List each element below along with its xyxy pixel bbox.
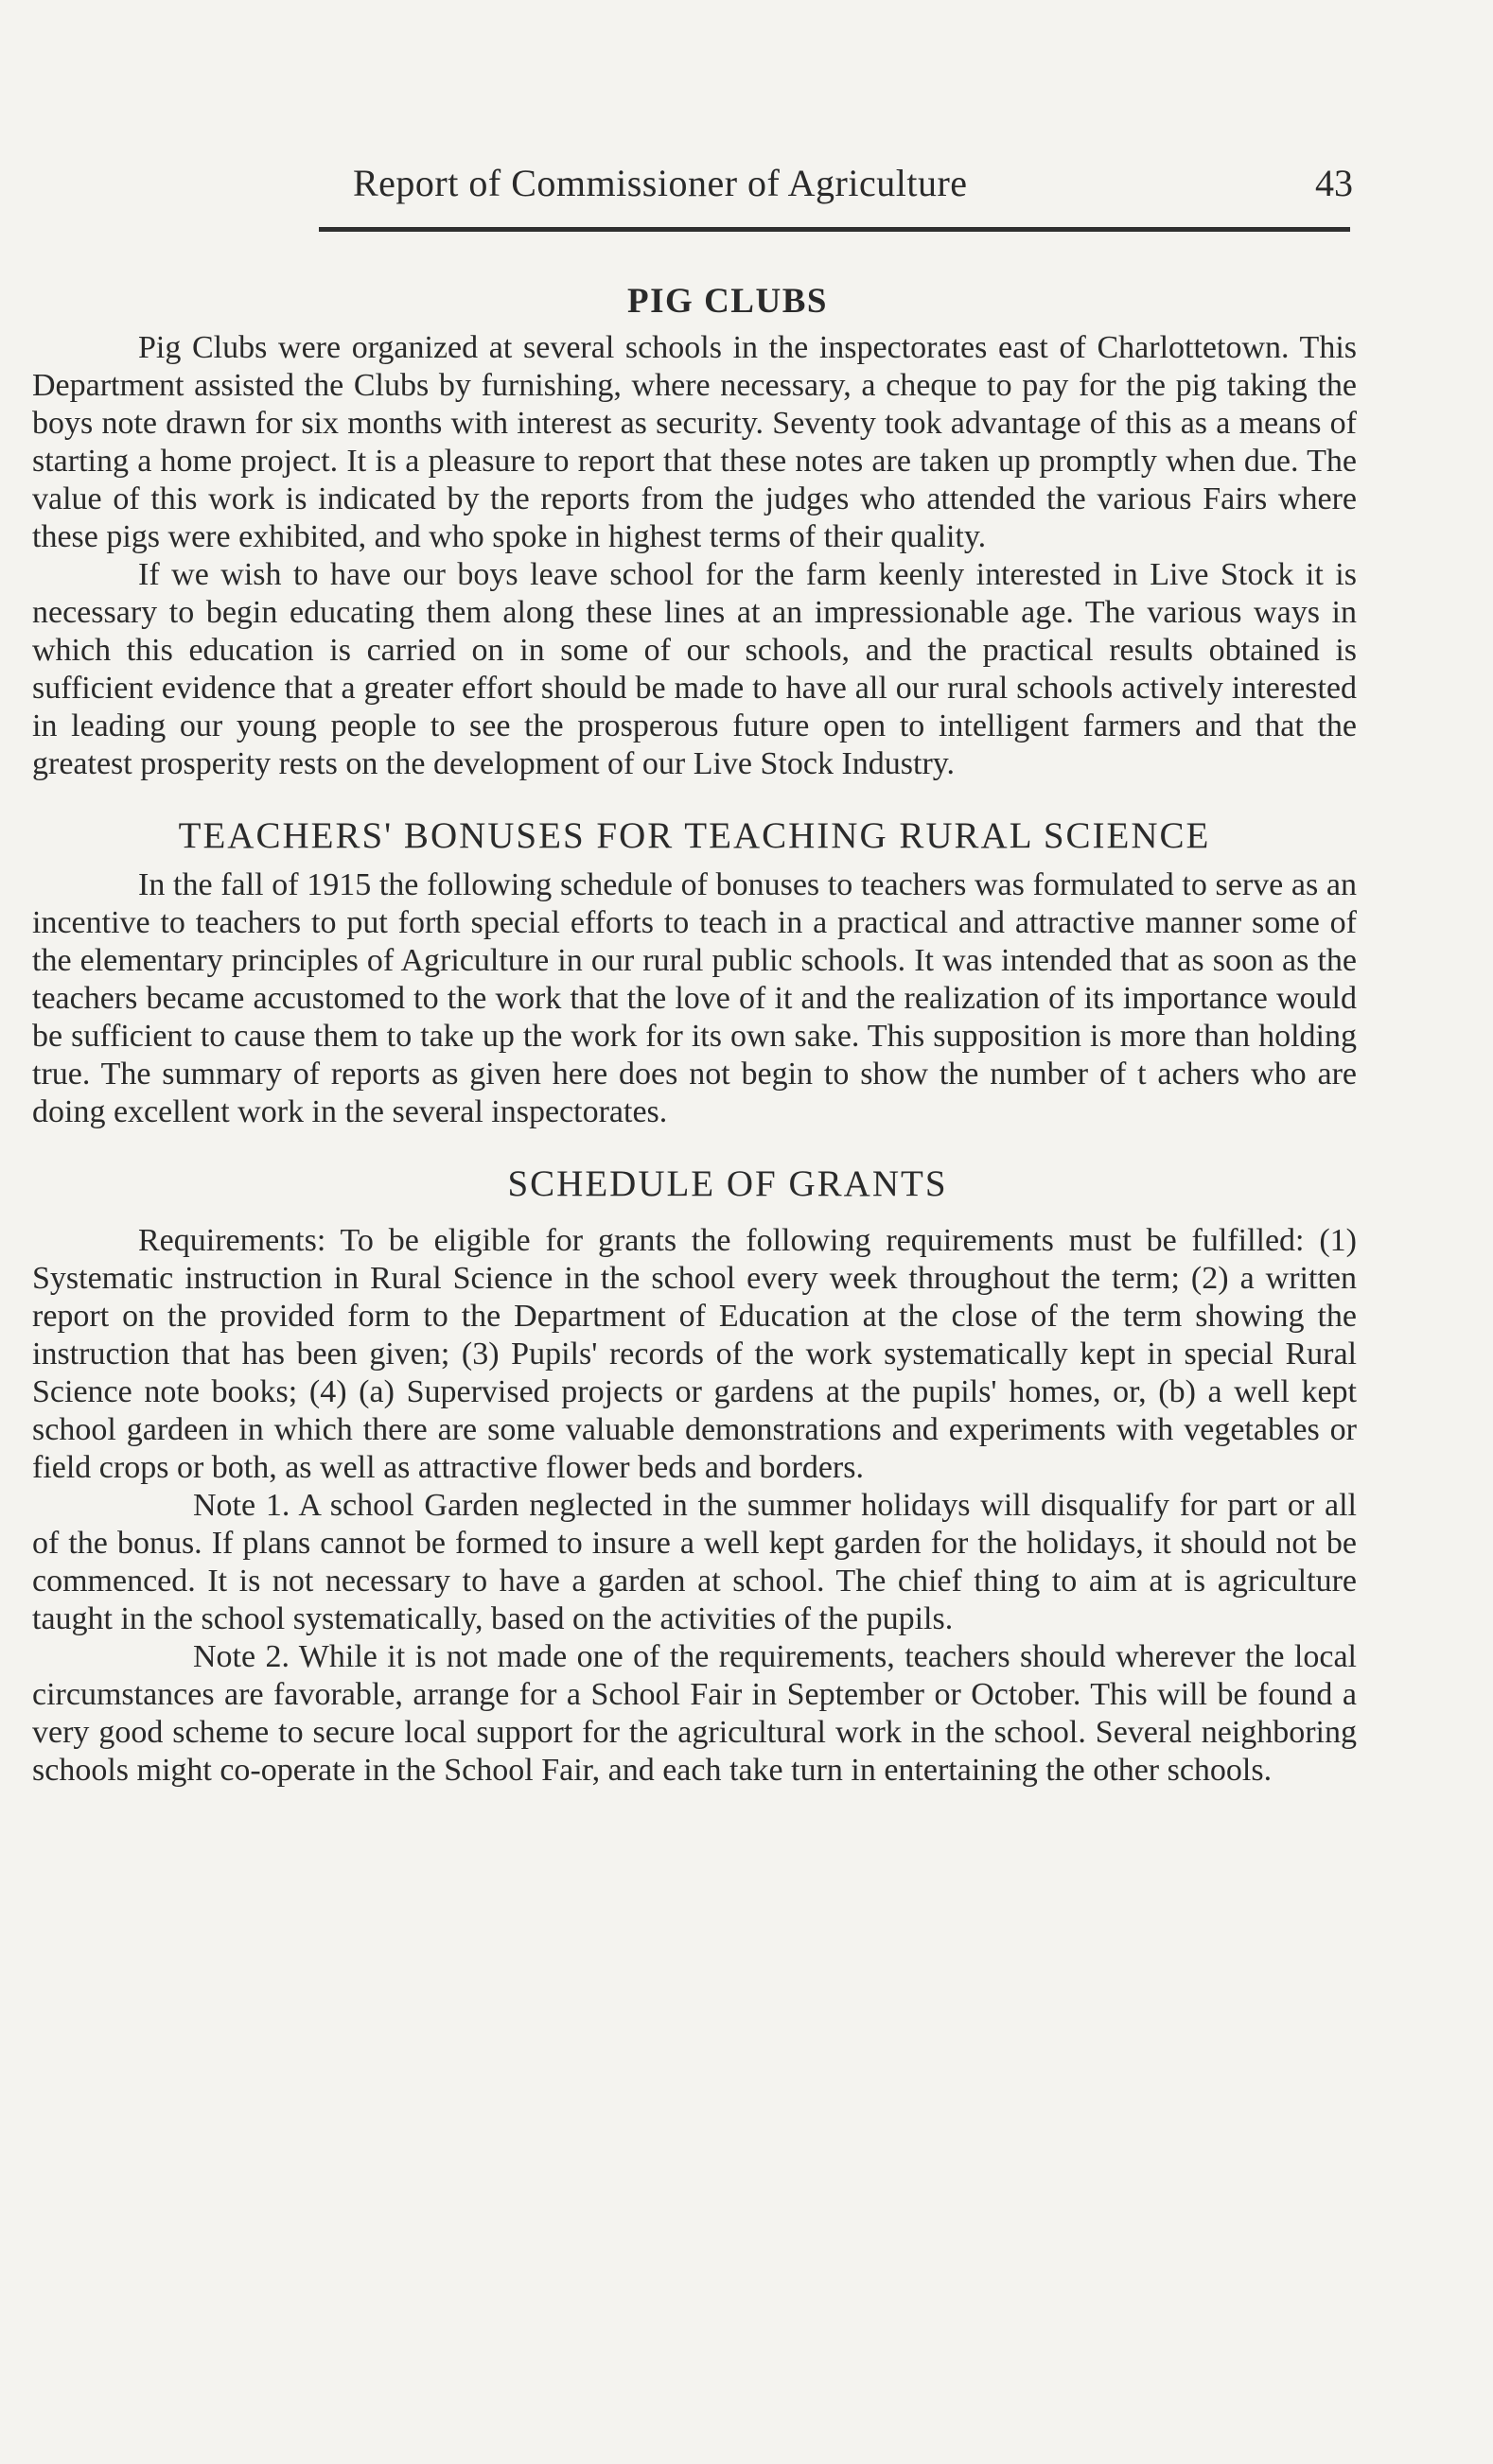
running-head <box>336 161 1358 218</box>
running-title: Report of Commissioner of Agriculture <box>353 162 968 204</box>
page-body <box>32 270 1357 1790</box>
note-2-paragraph: Note 2. While it is not made one of the requirements, teachers should wherever the local circumstances are favorable, arrange for a School Fair in September or October. This will be found a very good scheme to secure local support for the agricultural work in the school. Several neighboring schools might co-operate in the School Fair, and each take turn in entertaining the other schools. <box>32 1639 1357 1788</box>
pig-clubs-paragraph-2: If we wish to have our boys leave school for the farm keenly interested in Live Stock it is necessary to begin educating them along these lines at an impressionable age. The various ways in which this education is carried on in some of our schools, and the practical results obtained is sufficient evidence that a greater effort should be made to have all our rural schools actively interested in leading our young people to see the prosperous future open to intelligent farmers and that the greatest prosperity rests on the development of our Live Stock Industry. <box>32 557 1357 781</box>
pig-clubs-paragraph-1: Pig Clubs were organized at several schools in the inspectorates east of Charlottetown. This Department assisted the Clubs by furnishing, where necessary, a cheque to pay for the pig taking the boys note drawn for six months with interest as security. Seventy took advantage of this as a means of starting a home project. It is a pleasure to report that these notes are taken up promptly when due. The value of this work is indicated by the reports from the judges who attended the various Fairs where these pigs were exhibited, and who spoke in highest terms of their quality. <box>32 330 1357 554</box>
teachers-bonuses-paragraph-1: In the fall of 1915 the following schedule of bonuses to teachers was formulated to serve as an incentive to teachers to put forth special efforts to teach in a practical and attractive manner some of the elementary principles of Agriculture in our rural public schools. It was intended that as soon as the teachers became accustomed to the work that the love of it and the realization of its importance would be sufficient to cause them to take up the work for its own sake. This supposition is more than holding true. The summary of reports as given here does not begin to show the number of t achers who are doing excellent work in the several inspectorates. <box>32 867 1357 1129</box>
schedule-of-grants-heading: SCHEDULE OF GRANTS <box>507 1163 948 1204</box>
requirements-paragraph: Requirements: To be eligible for grants the following requirements must be fulfilled: (1) Systematic instruction in Rural Science in the school every week throughout the term; (2) a written report on the provided form to the Department of Education at the close of the term showing the instruction that has been given; (3) Pupils' records of the work systematically kept in special Rural Science note books; (4) (a) Supervised projects or gardens at the pupils' homes, or, (b) a well kept school gardeen in which there are some valuable demonstrations and experiments with vegetables or field crops or both, as well as attractive flower beds and borders. <box>32 1223 1357 1485</box>
teachers-bonuses-heading: TEACHERS' BONUSES FOR TEACHING RURAL SCIENCE <box>178 815 1211 856</box>
header-rule <box>319 227 1350 232</box>
pig-clubs-heading: PIG CLUBS <box>627 282 828 321</box>
page-number: 43 <box>1315 162 1353 204</box>
note-1-paragraph: Note 1. A school Garden neglected in the summer holidays will disqualify for part or all of the bonus. If plans cannot be formed to insure a well kept garden for the holidays, it should not be commenced. It is not necessary to have a garden at school. The chief thing to aim at is agriculture taught in the school systematically, based on the activities of the pupils. <box>32 1488 1357 1636</box>
